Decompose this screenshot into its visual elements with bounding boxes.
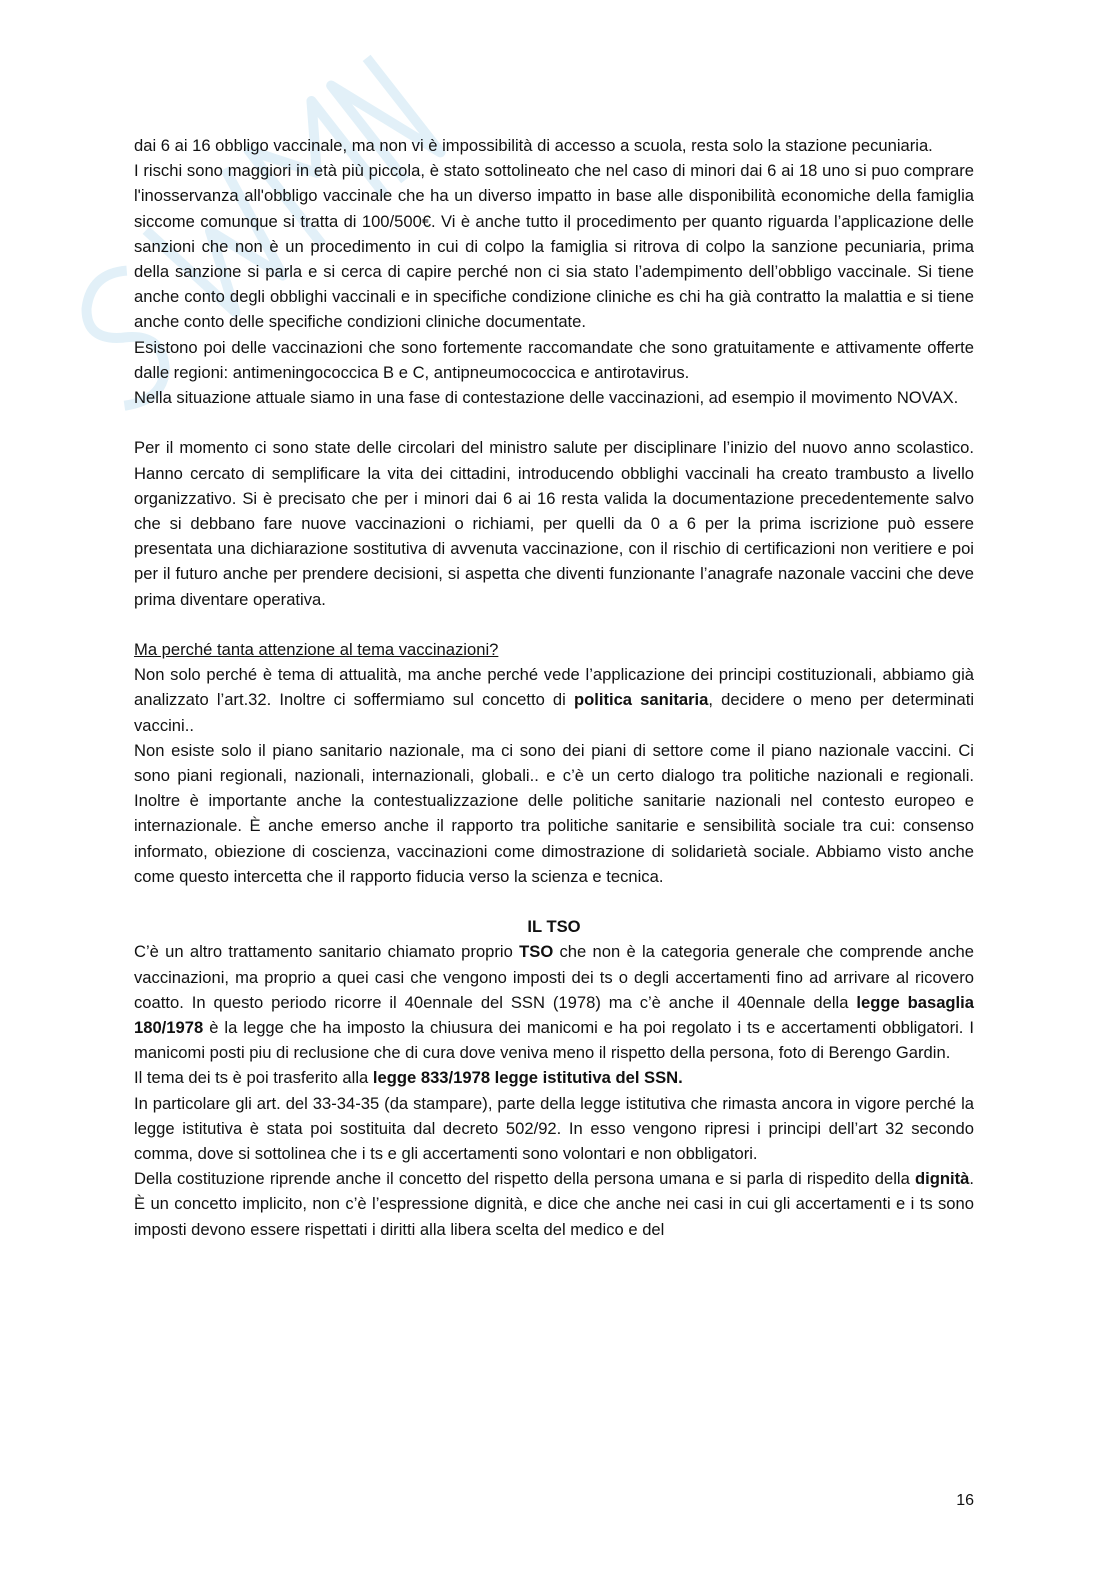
bold-term: legge basaglia 180/1978 xyxy=(134,992,975,1038)
paragraph xyxy=(134,1166,974,1242)
paragraph xyxy=(134,939,974,1065)
spacer xyxy=(134,612,974,637)
section-title: IL TSO xyxy=(527,917,581,937)
bold-term: politica sanitaria xyxy=(573,690,709,710)
bold-term: TSO xyxy=(519,942,554,962)
paragraph: Nella situazione attuale siamo in una fase di contestazione delle vaccinazioni, ad esempio il movimento NOVAX. xyxy=(134,388,959,408)
section-question-heading: Ma perché tanta attenzione al tema vaccinazioni? xyxy=(134,640,499,660)
text-run: è la legge che ha imposto la chiusura dei manicomi e ha poi regolato i ts e accertamenti obbligatori. I manicomi posti piu di reclusione che di cura dove veniva meno il rispetto della persona, foto di Berengo Gardin. xyxy=(134,1018,974,1063)
bold-term: dignità xyxy=(914,1169,970,1189)
paragraph xyxy=(134,662,974,738)
paragraph: In particolare gli art. del 33-34-35 (da stampare), parte della legge istitutiva che rimasta ancora in vigore perché la legge istitutiva è stata poi sostituita dal decreto 502/92. In esso vengono ripresi i principi dell’art 32 secondo comma, dove si sottolinea che i ts e gli accertamenti sono volontari e non obbligatori. xyxy=(134,1093,974,1164)
paragraph: Per il momento ci sono state delle circolari del ministro salute per disciplinare l’inizio del nuovo anno scolastico. Hanno cercato di semplificare la vita dei cittadini, introducendo obblighi vaccinali ha creato trambusto a livello organizzativo. Si è precisato che per i minori dai 6 ai 16 resta valida la documentazione precedentemente salvo che si debbano fare nuove vaccinazioni o richiami, per quelli da 0 a 6 per la prima iscrizione può essere presentata una dichiarazione sostitutiva di avvenuta vaccinazione, con il rischio di certificazioni non veritiere e poi per il futuro anche per prendere decisioni, si aspetta che diventi funzionante l’anagrafe nazonale vaccini che deve prima diventare operativa. xyxy=(134,438,974,609)
paragraph xyxy=(134,1065,974,1090)
paragraph: Esistono poi delle vaccinazioni che sono fortemente raccomandate che sono gratuitamente e attivamente offerte dalle regioni: antimeningococcica B e C, antipneumococcica e antirotavirus. xyxy=(134,337,974,382)
spacer xyxy=(134,889,974,914)
text-run: Non solo perché è tema di attualità, ma anche perché vede l’applicazione dei principi costituzionali, abbiamo già analizzato l’art.32. Inoltre ci soffermiamo sul concetto di xyxy=(134,665,974,710)
paragraph: dai 6 ai 16 obbligo vaccinale, ma non vi è impossibilità di accesso a scuola, resta solo la stazione pecuniaria. xyxy=(134,136,933,155)
bold-term: legge 833/1978 legge istitutiva del SSN. xyxy=(372,1068,683,1088)
paragraph: Non esiste solo il piano sanitario nazionale, ma ci sono dei piani di settore come il piano nazionale vaccini. Ci sono piani regionali, nazionali, internazionali, globali.. e c’è un certo dialogo tra politiche nazionali e regionali. Inoltre è importante anche la contestualizzazione delle politiche sanitarie nazionali nel contesto europeo e internazionale. È anche emerso anche il rapporto tra politiche sanitarie e sensibilità sociale tra cui: consenso informato, obiezione di coscienza, vaccinazioni come dimostrazione di solidarietà sociale. Abbiamo visto anche come questo intercetta che il rapporto fiducia verso la scienza e tecnica. xyxy=(134,740,974,886)
body-text xyxy=(134,133,974,1242)
text-run: Il tema dei ts è poi trasferito alla xyxy=(134,1068,373,1088)
text-run: Della costituzione riprende anche il concetto del rispetto della persona umana e si parla di rispedito della xyxy=(134,1169,915,1189)
text-run: C’è un altro trattamento sanitario chiamato proprio xyxy=(134,942,520,962)
text-run: . È un concetto implicito, non c’è l’espressione dignità, e dice che anche nei casi in cui gli accertamenti e i ts sono imposti devono essere rispettati i diritti alla libera scelta del medico e del xyxy=(134,1169,974,1239)
text-run: che non è la categoria generale che comprende anche vaccinazioni, ma proprio a quei casi che vengono imposti dei ts o degli accertamenti fino ad arrivare al ricovero coatto. In questo periodo ricorre il 40ennale del SSN (1978) ma c’è anche il 40ennale della xyxy=(134,942,974,1012)
text-run: , decidere o meno per determinati vaccini.. xyxy=(134,690,975,735)
page-number: 16 xyxy=(956,1492,974,1509)
spacer xyxy=(134,410,974,435)
paragraph: I rischi sono maggiori in età più piccola, è stato sottolineato che nel caso di minori dai 6 ai 18 uno si puo comprare l'inosservanza all'obbligo vaccinale che ha un diverso impatto in base alle disponibilità economiche della famiglia siccome comunque si tratta di 100/500€. Vi è anche tutto il procedimento per quanto riguarda l’applicazione delle sanzioni che non è un procedimento in cui di colpo la famiglia si ritrova di colpo la sanzione pecuniaria, prima della sanzione si parla e si cerca di capire perché non ci sia stato l’adempimento dell’obbligo vaccinale. Si tiene anche conto degli obblighi vaccinali e in specifiche condizione cliniche es chi ha già contratto la malattia e si tiene anche conto delle specifiche condizioni cliniche documentate. xyxy=(134,161,974,332)
